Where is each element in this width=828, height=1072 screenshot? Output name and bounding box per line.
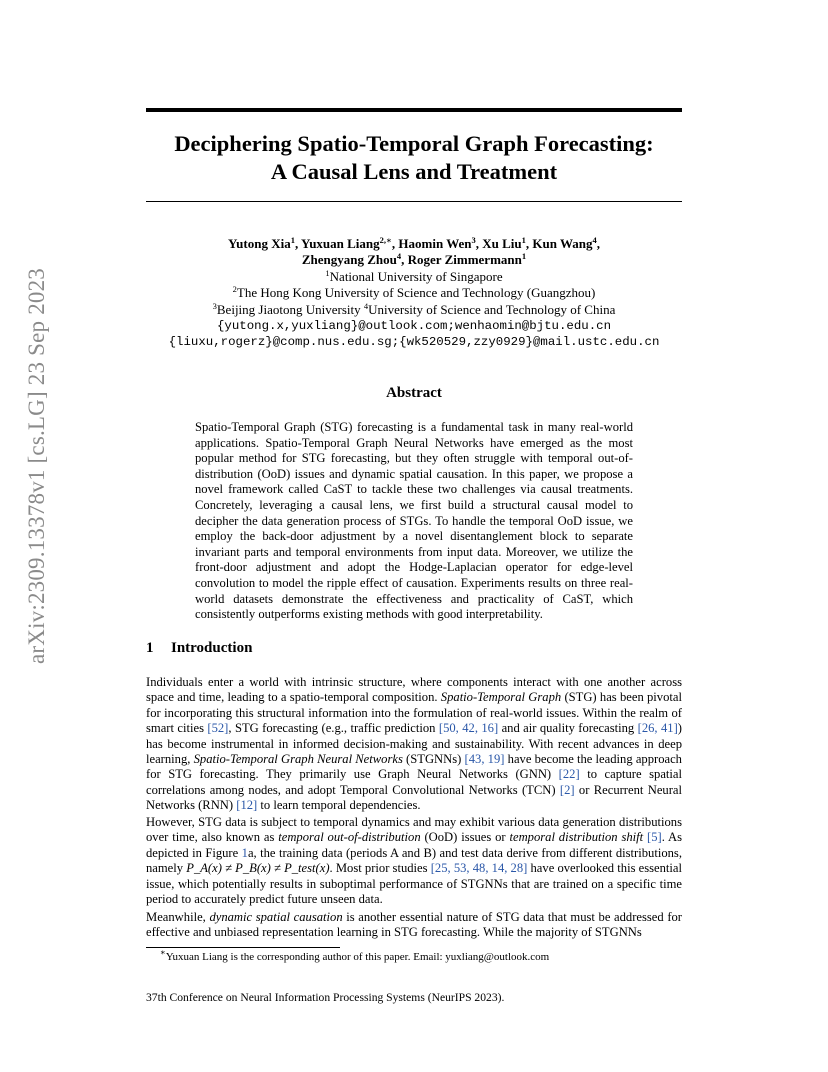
section-number: 1	[146, 640, 154, 656]
intro-paragraph-3: Meanwhile, dynamic spatial causation is another essential nature of STG data that must be addressed for effective and unbiased representation learning in STG forecasting. While the majority of STGNNs	[146, 910, 682, 940]
author-sup: 1	[521, 235, 526, 245]
citation-link[interactable]: [2]	[559, 782, 575, 797]
footnote	[160, 947, 550, 964]
author-sup: 1	[290, 235, 295, 245]
citation-link[interactable]: [43, 19]	[464, 752, 505, 767]
affiliation-1: $^1$National University of Singapore	[325, 267, 503, 284]
inline-math: P_A(x) ≠ P_B(x) ≠ P_test(x)	[186, 861, 330, 876]
author-name: Xu Liu	[482, 236, 522, 251]
author-name: Kun Wang	[532, 236, 593, 251]
footnote-text: Yuxuan Liang is the corresponding author of this paper. Email: yuxliang@outlook.com	[165, 951, 550, 963]
citation-link[interactable]: [26, 41]	[637, 721, 678, 736]
figure-link[interactable]: 1	[241, 845, 248, 860]
email-line-2: {liuxu,rogerz}@comp.nus.edu.sg;{wk520529,zzy0929}@mail.ustc.edu.cn	[168, 335, 660, 350]
paper-title	[146, 130, 682, 186]
citation-link[interactable]: [50, 42, 16]	[438, 721, 499, 736]
intro-paragraph-2: However, STG data is subject to temporal dynamics and may exhibit various data generation distributions over time, also known as temporal out-of-distribution (OoD) issues or temporal distribution shift [5]. As depicted in Figure 1a, the training data (periods A and B) and test data derive from different distributions, namely P_A(x) ≠ P_B(x) ≠ P_test(x). Most prior studies [25, 53, 48, 14, 28] have overlooked this essential issue, which potentially results in suboptimal performance of STGNNs that are trained on a specific time period to accurately predict future unseen data.	[146, 815, 683, 907]
title-rule-top	[146, 108, 682, 112]
section-heading	[146, 640, 252, 657]
author-sup: 4	[592, 235, 597, 245]
author-sup: 1	[521, 251, 527, 262]
author-sup: 3	[471, 235, 476, 245]
arxiv-stamp-text: arXiv:2309.13378v1 [cs.LG] 23 Sep 2023	[24, 268, 49, 664]
title-rule-bottom	[146, 201, 682, 202]
title-line-1: Deciphering Spatio-Temporal Graph Forecasting:	[174, 131, 654, 156]
citation-link[interactable]: [25, 53, 48, 14, 28]	[430, 861, 528, 876]
affiliation-2: $^2$The Hong Kong University of Science and Technology (Guangzhou)	[232, 284, 596, 301]
intro-paragraph-1: Individuals enter a world with intrinsic structure, where components interact with one another across space and time, leading to a spatio-temporal composition. Spatio-Temporal Graph (STG) has been pivotal for incorporating this structural information into the formulation of real-world issues. Within the realm of smart cities [52], STG forecasting (e.g., traffic prediction [50, 42, 16] and air quality forecasting [26, 41]) has become instrumental in informed decision-making and sustainability. With recent advances in deep learning, Spatio-Temporal Graph Neural Networks (STGNNs) [43, 19] have become the leading approach for STG forecasting. They primarily use Graph Neural Networks (GNN) [22] to capture spatial correlations among nodes, and adopt Temporal Convolutional Networks (TCN) [2] or Recurrent Neural Networks (RNN) [12] to learn temporal dependencies.	[146, 675, 683, 813]
footnote-mark: ∗	[160, 947, 166, 957]
abstract-body: Spatio-Temporal Graph (STG) forecasting is a fundamental task in many real-world applications. Spatio-Temporal Graph Neural Networks have emerged as the most popular method for STG forecasting, but they often struggle with temporal out-of-distribution (OoD) issues and dynamic spatial causation. In this paper, we propose a novel framework called CaST to tackle these two challenges via causal treatments. Concretely, leveraging a causal lens, we first build a structural causal model to decipher the data generation process of STGs. To handle the temporal OoD issue, we employ the back-door adjustment by a novel disentanglement block to separate invariant parts and temporal environments from input data. Moreover, we utilize the front-door adjustment and adopt the Hodge-Laplacian operator for edge-level convolution to model the ripple effect of causation. Experiments results on three real-world datasets demonstrate the effectiveness and practicality of CaST, which consistently outperforms existing methods with good interpretability.	[195, 420, 633, 622]
author-name: Zhengyang Zhou	[301, 252, 397, 268]
author-names-line-2: Zhengyang Zhou$^4$, Roger Zimmermann$^1$	[301, 251, 527, 268]
author-sup: 4	[396, 251, 402, 262]
author-name: Yutong Xia	[227, 236, 291, 251]
conference-note: 37th Conference on Neural Information Processing Systems (NeurIPS 2023).	[146, 991, 505, 1004]
email-line-1: {yutong.x,yuxliang}@outlook.com;wenhaomin@bjtu.edu.cn	[216, 319, 612, 334]
footnote-rule	[146, 947, 340, 948]
author-name: Haomin Wen	[398, 236, 472, 251]
author-block	[146, 236, 682, 351]
citation-link[interactable]: [5]	[647, 830, 662, 845]
citation-link[interactable]: [22]	[558, 767, 580, 782]
author-names-line-1: Yutong Xia$^1$, Yuxuan Liang$^{2,∗}$, Haomin Wen$^3$, Xu Liu$^1$, Kun Wang$^4$,	[227, 235, 600, 251]
affiliation-3-4: $^3$Beijing Jiaotong University $^4$University of Science and Technology of China	[212, 300, 616, 317]
abstract-heading: Abstract	[386, 385, 442, 401]
author-name: Roger Zimmermann	[407, 252, 522, 268]
citation-link[interactable]: [52]	[207, 721, 229, 736]
section-title: Introduction	[171, 640, 253, 656]
author-name: Yuxuan Liang	[301, 236, 380, 251]
title-line-2: A Causal Lens and Treatment	[270, 159, 558, 184]
citation-link[interactable]: [12]	[236, 798, 258, 813]
author-sup: 2,∗	[379, 235, 392, 245]
